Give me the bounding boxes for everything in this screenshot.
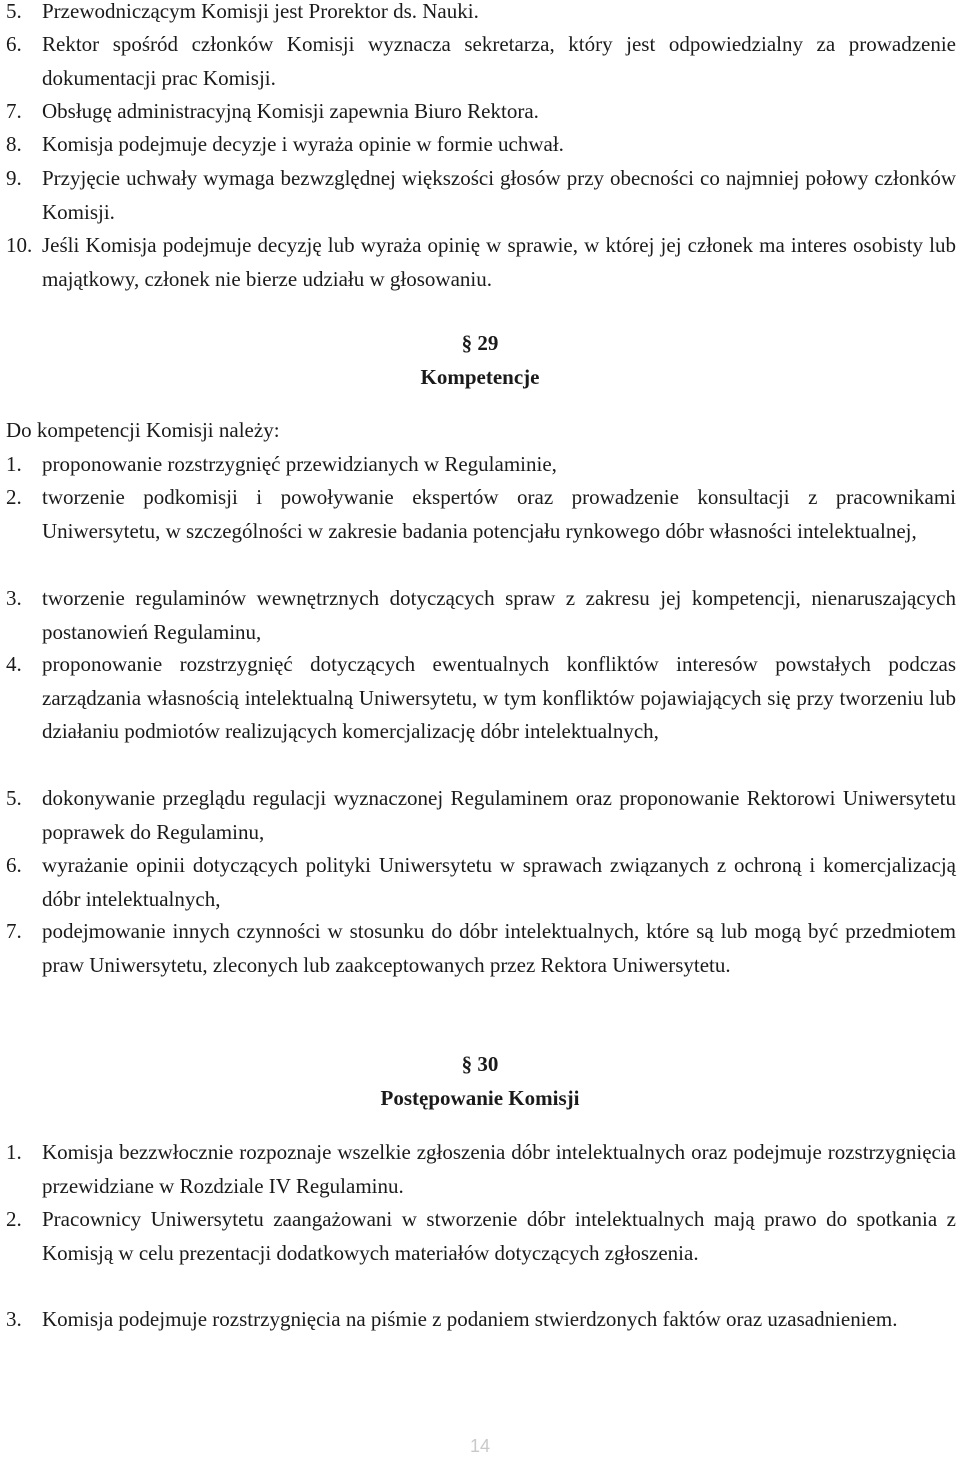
- list-item: [6, 915, 956, 982]
- item-text: wyrażanie opinii dotyczących polityki Uniwersytetu w sprawach związanych z ochroną i komercjalizacją dóbr intelektualnych,: [42, 853, 956, 911]
- list-item: [6, 162, 956, 229]
- item-number: 1.: [6, 452, 22, 476]
- page-number: 14: [469, 1436, 491, 1456]
- item-number: 5.: [6, 786, 22, 810]
- item-number: 5.: [6, 0, 22, 23]
- list-item: [6, 648, 956, 749]
- list-item: [6, 1203, 956, 1270]
- item-number: 3.: [6, 586, 22, 610]
- section-intro: Do kompetencji Komisji należy:: [6, 418, 280, 442]
- item-number: 2.: [6, 1207, 22, 1231]
- item-text: Obsługę administracyjną Komisji zapewnia Biuro Rektora.: [42, 99, 539, 123]
- list-item: [6, 782, 956, 849]
- section-number: § 29: [461, 331, 499, 355]
- item-number: 10.: [6, 233, 33, 257]
- item-number: 9.: [6, 166, 22, 190]
- item-text: Komisja podejmuje decyzje i wyraża opinie w formie uchwał.: [42, 132, 564, 156]
- item-text: Rektor spośród członków Komisji wyznacza sekretarza, który jest odpowiedzialny za prowadzenie dokumentacji prac Komisji.: [42, 32, 956, 90]
- item-text: Przyjęcie uchwały wymaga bezwzględnej większości głosów przy obecności co najmniej połowy członków Komisji.: [42, 166, 956, 224]
- item-text: tworzenie podkomisji i powoływanie ekspertów oraz prowadzenie konsultacji z pracownikami Uniwersytetu, w szczególności w zakresie badania potencjału rynkowego dóbr własności intelektualnej,: [42, 485, 956, 543]
- item-number: 6.: [6, 853, 22, 877]
- item-text: Pracownicy Uniwersytetu zaangażowani w stworzenie dóbr intelektualnych mają prawo do spotkania z Komisją w celu prezentacji dodatkowych materiałów dotyczących zgłoszenia.: [42, 1207, 956, 1265]
- list-item: [6, 95, 956, 129]
- list-item: [6, 481, 956, 548]
- item-text: proponowanie rozstrzygnięć dotyczących ewentualnych konfliktów interesów powstałych podczas zarządzania własnością intelektualną Uniwersytetu, w tym konfliktów pojawiających się przy tworzeniu lub działaniu podmiotów realizujących komercjalizację dóbr intelektualnych,: [42, 652, 956, 743]
- list-item: [6, 0, 956, 29]
- item-text: proponowanie rozstrzygnięć przewidzianych w Regulaminie,: [42, 452, 557, 476]
- list-item: [6, 1136, 956, 1203]
- list-item: [6, 229, 956, 296]
- section-title: Kompetencje: [420, 365, 540, 389]
- item-text: Komisja podejmuje rozstrzygnięcia na piśmie z podaniem stwierdzonych faktów oraz uzasadnieniem.: [42, 1307, 898, 1331]
- list-item: [6, 582, 956, 649]
- item-text: Komisja bezzwłocznie rozpoznaje wszelkie zgłoszenia dóbr intelektualnych oraz podejmuje rozstrzygnięcia przewidziane w Rozdziale IV Regulaminu.: [42, 1140, 956, 1198]
- list-item: [6, 448, 956, 482]
- section-number: § 30: [461, 1052, 499, 1076]
- list-item: [6, 849, 956, 916]
- item-text: tworzenie regulaminów wewnętrznych dotyczących spraw z zakresu jej kompetencji, nienaruszających postanowień Regulaminu,: [42, 586, 956, 644]
- section-title: Postępowanie Komisji: [380, 1086, 580, 1110]
- item-text: dokonywanie przeglądu regulacji wyznaczonej Regulaminem oraz proponowanie Rektorowi Uniwersytetu poprawek do Regulaminu,: [42, 786, 956, 844]
- item-number: 3.: [6, 1307, 22, 1331]
- list-item: [6, 128, 956, 162]
- item-number: 7.: [6, 99, 22, 123]
- item-number: 7.: [6, 919, 22, 943]
- item-number: 2.: [6, 485, 22, 509]
- item-number: 1.: [6, 1140, 22, 1164]
- item-number: 6.: [6, 32, 22, 56]
- item-text: podejmowanie innych czynności w stosunku do dóbr intelektualnych, które są lub mogą być przedmiotem praw Uniwersytetu, zleconych lub zaakceptowanych przez Rektora Uniwersytetu.: [42, 919, 956, 977]
- list-item: [6, 1303, 956, 1337]
- item-text: Jeśli Komisja podejmuje decyzję lub wyraża opinię w sprawie, w której jej członek ma interes osobisty lub majątkowy, członek nie bierze udziału w głosowaniu.: [42, 233, 956, 291]
- item-text: Przewodniczącym Komisji jest Prorektor ds. Nauki.: [42, 0, 479, 23]
- item-number: 8.: [6, 132, 22, 156]
- list-item: [6, 28, 956, 95]
- item-number: 4.: [6, 652, 22, 676]
